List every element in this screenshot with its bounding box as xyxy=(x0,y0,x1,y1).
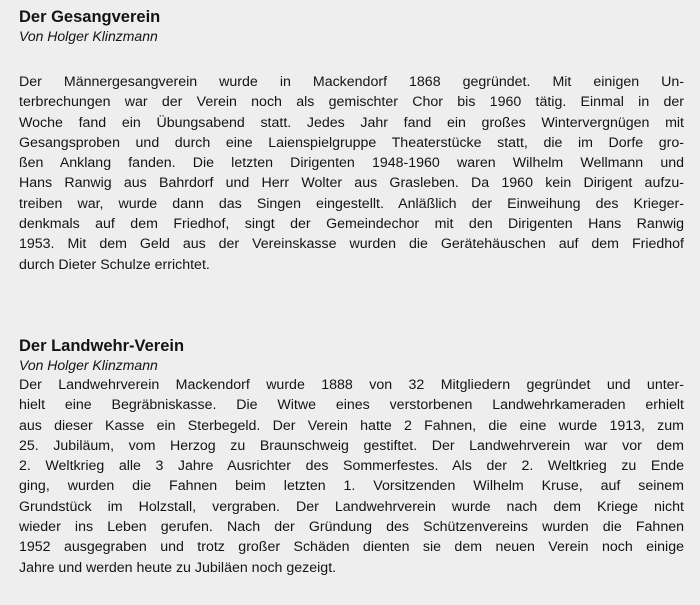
body-line: Grundstück im Holzstall, vergraben. Der Landwehrverein wurde nach dem Kriege nicht xyxy=(19,498,684,515)
body-line: 2. Weltkrieg alle 3 Jahre Ausrichter des Sommerfestes. Als der 2. Weltkrieg zu Ende xyxy=(19,458,684,475)
body-line: 1953. Mit dem Geld aus der Vereinskasse wurden die Gerätehäuschen auf dem Friedhof xyxy=(19,236,684,253)
body-line: Der Landwehrverein Mackendorf wurde 1888 von 32 Mitgliedern gegründet und unter- xyxy=(19,377,684,393)
body-line: 1952 ausgegraben und trotz großer Schäden dienten sie dem neuen Verein noch einige xyxy=(19,539,684,556)
body-line: treiben war, wurde dann das Singen eingestellt. Anläßlich der Einweihung des Krieger- xyxy=(19,195,684,212)
article-title: Der Gesangverein xyxy=(19,8,161,26)
article-body xyxy=(19,72,684,275)
article-body xyxy=(19,375,684,578)
body-line: terbrechungen war der Verein noch als gemischter Chor bis 1960 tätig. Einmal in der xyxy=(19,94,684,111)
body-line: ging, wurden die Fahnen beim letzten 1. Vorsitzenden Wilhelm Kruse, auf seinem xyxy=(19,478,684,495)
body-line: hielt eine Begräbniskasse. Die Witwe eines verstorbenen Landwehrkameraden erhielt xyxy=(19,397,684,414)
article-landwehr-verein xyxy=(19,336,684,578)
article-gesangverein xyxy=(19,7,684,275)
body-line: Jahre und werden heute zu Jubiläen noch gezeigt. xyxy=(19,559,337,576)
body-line: denkmals auf dem Friedhof, singt der Gemeindechor mit den Dirigenten Hans Ranwig xyxy=(19,216,684,233)
body-line: ßen Anklang fanden. Die letzten Dirigenten 1948-1960 waren Wilhelm Wellmann und xyxy=(19,155,684,172)
body-line: aus dieser Kasse ein Sterbegeld. Der Verein hatte 2 Fahnen, die eine wurde 1913, zum xyxy=(19,417,684,434)
body-line: Der Männergesangverein wurde in Mackendorf 1868 gegründet. Mit einigen Un- xyxy=(19,74,684,90)
article-author: Von Holger Klinzmann xyxy=(19,28,158,44)
body-line: Hans Ranwig aus Bahrdorf und Herr Wolter aus Grasleben. Da 1960 kein Dirigent aufzu- xyxy=(19,175,684,192)
body-line: Woche fand ein Übungsabend statt. Jedes Jahr fand ein großes Wintervergnügen mit xyxy=(19,114,684,131)
article-author: Von Holger Klinzmann xyxy=(19,357,158,373)
article-title: Der Landwehr-Verein xyxy=(19,337,185,355)
body-line: wieder ins Leben gerufen. Nach der Gründung des Schützenvereins wurden die Fahnen xyxy=(19,519,684,536)
body-line: Gesangsproben und durch eine Laienspielgruppe Theaterstücke statt, die im Dorfe gro- xyxy=(19,134,684,151)
body-line: durch Dieter Schulze errichtet. xyxy=(19,256,210,273)
body-line: 25. Jubiläum, vom Herzog zu Braunschweig gestiftet. Der Landwehrverein war vor dem xyxy=(19,437,684,454)
